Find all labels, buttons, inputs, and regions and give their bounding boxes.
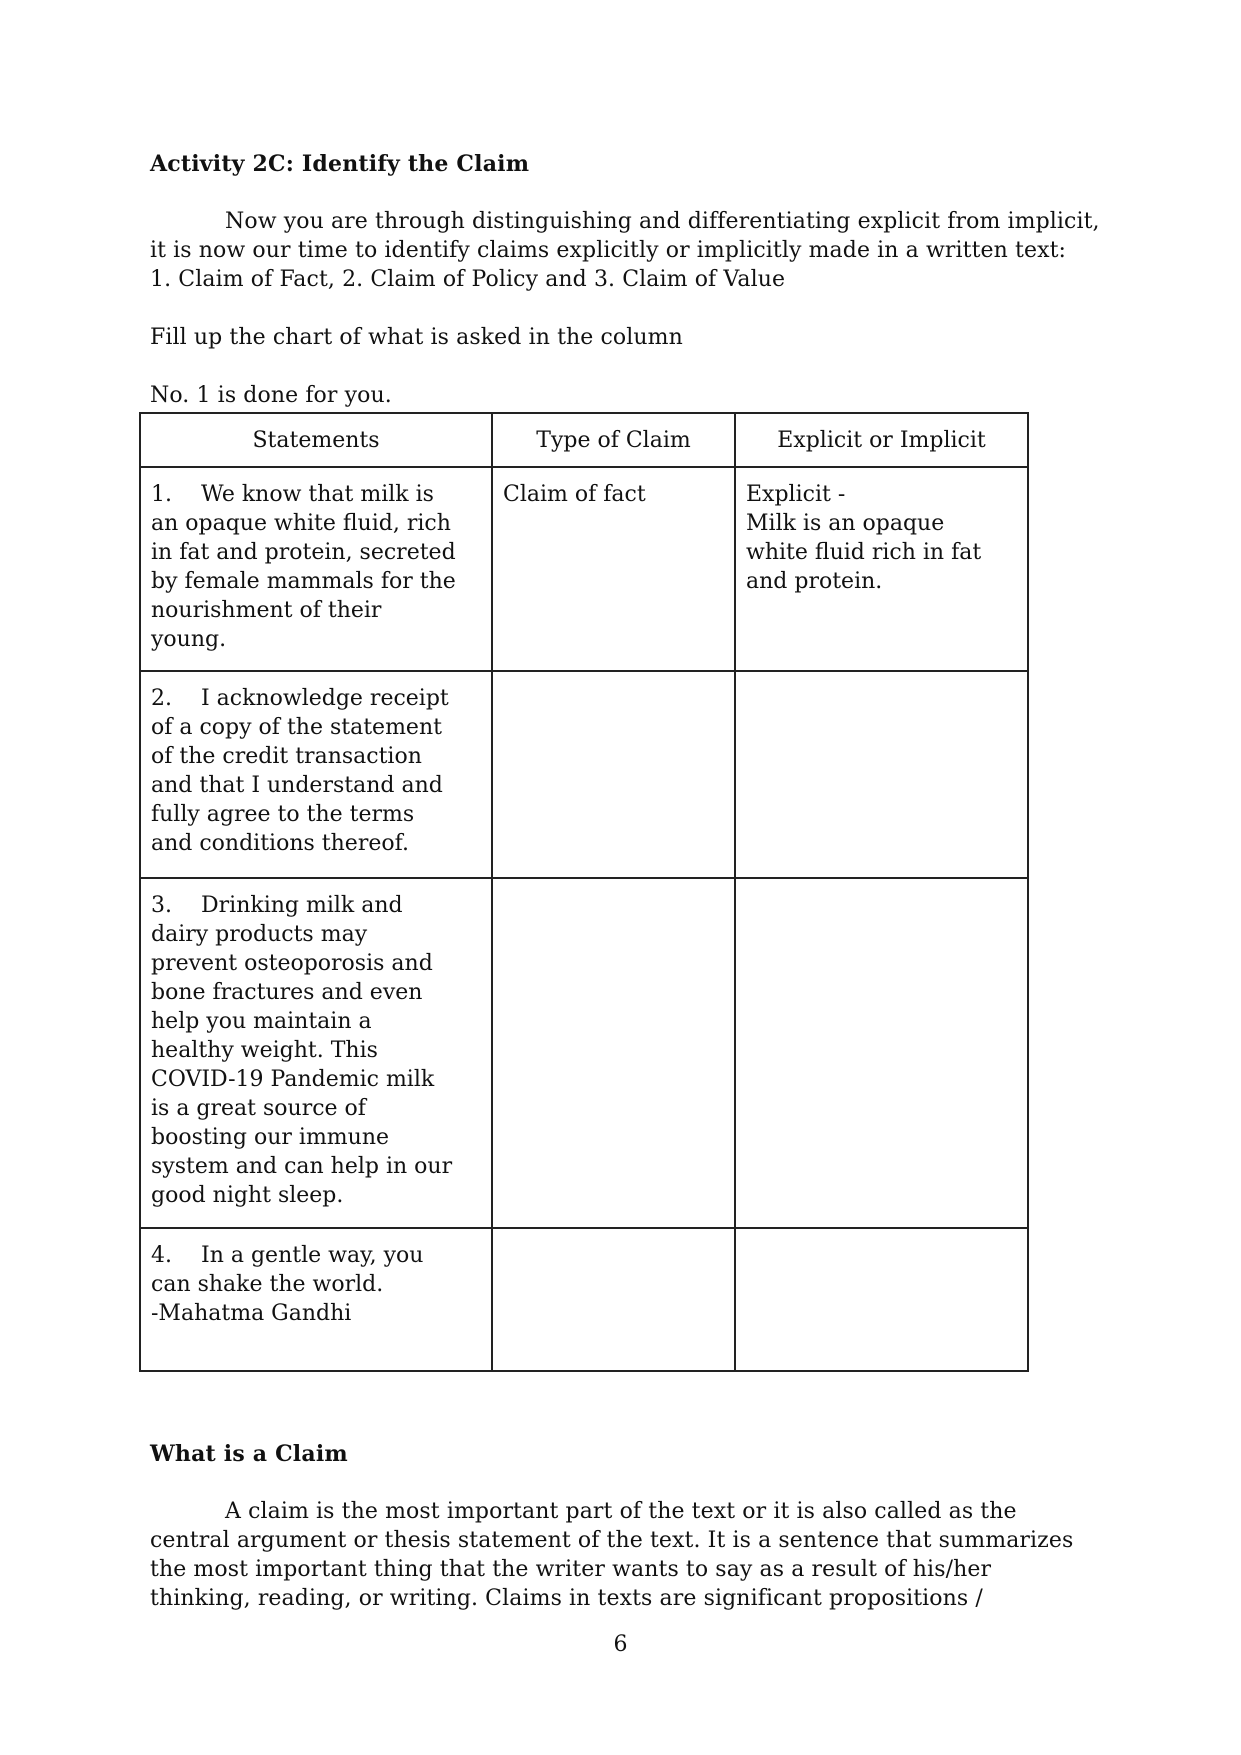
claim-section-body bbox=[150, 1497, 1110, 1613]
explicit-line: white fluid rich in fat bbox=[746, 540, 982, 565]
statement-line: and that I understand and bbox=[151, 773, 443, 798]
statement-line: is a great source of bbox=[151, 1096, 366, 1121]
header-type-of-claim: Type of Claim bbox=[492, 413, 735, 467]
claim-line: thinking, reading, or writing. Claims in texts are significant propositions / bbox=[150, 1586, 983, 1611]
activity-note: No. 1 is done for you. bbox=[150, 383, 392, 408]
type-of-claim-cell[interactable] bbox=[492, 671, 735, 878]
activity-title: Activity 2C: Identify the Claim bbox=[150, 151, 530, 177]
statement-line: of the credit transaction bbox=[151, 744, 422, 769]
statement-number: 4. bbox=[151, 1243, 172, 1268]
activity-intro bbox=[150, 207, 1110, 294]
statement-cell bbox=[140, 878, 492, 1228]
table-header-row bbox=[140, 413, 1028, 467]
statement-number: 2. bbox=[151, 686, 172, 711]
claims-table bbox=[139, 412, 1029, 1372]
statement-line: can shake the world. bbox=[151, 1272, 384, 1297]
table-row bbox=[140, 878, 1028, 1228]
statement-cell bbox=[140, 671, 492, 878]
explicit-implicit-cell[interactable] bbox=[735, 467, 1028, 671]
statement-number: 3. bbox=[151, 893, 172, 918]
statement-line: COVID-19 Pandemic milk bbox=[151, 1067, 435, 1092]
intro-line: Now you are through distinguishing and differentiating explicit from implicit, bbox=[225, 209, 1100, 234]
statement-line: We know that milk is bbox=[201, 482, 434, 507]
explicit-implicit-cell[interactable] bbox=[735, 878, 1028, 1228]
statement-cell bbox=[140, 467, 492, 671]
claim-line: the most important thing that the writer wants to say as a result of his/her bbox=[150, 1557, 992, 1582]
statement-line: fully agree to the terms bbox=[151, 802, 415, 827]
activity-instruction: Fill up the chart of what is asked in the column bbox=[150, 325, 683, 350]
explicit-line: Milk is an opaque bbox=[746, 511, 945, 536]
claim-line: central argument or thesis statement of the text. It is a sentence that summarizes bbox=[150, 1528, 1074, 1553]
statement-line: by female mammals for the bbox=[151, 569, 456, 594]
statement-line: Drinking milk and bbox=[201, 893, 403, 918]
intro-line: it is now our time to identify claims explicitly or implicitly made in a written text: bbox=[150, 238, 1067, 263]
statement-line: boosting our immune bbox=[151, 1125, 390, 1150]
statement-line: bone fractures and even bbox=[151, 980, 423, 1005]
type-of-claim-cell[interactable] bbox=[492, 467, 735, 671]
statement-line: of a copy of the statement bbox=[151, 715, 442, 740]
statement-line: help you maintain a bbox=[151, 1009, 372, 1034]
intro-line: 1. Claim of Fact, 2. Claim of Policy and 3. Claim of Value bbox=[150, 267, 786, 292]
explicit-implicit-cell[interactable] bbox=[735, 671, 1028, 878]
statement-line: good night sleep. bbox=[151, 1183, 344, 1208]
page-number: 6 bbox=[613, 1632, 628, 1657]
header-statements: Statements bbox=[140, 413, 492, 467]
statement-line: I acknowledge receipt bbox=[201, 686, 449, 711]
statement-line: and conditions thereof. bbox=[151, 831, 409, 856]
statement-cell bbox=[140, 1228, 492, 1371]
explicit-line: and protein. bbox=[746, 569, 883, 594]
statement-line: system and can help in our bbox=[151, 1154, 453, 1179]
claim-line: A claim is the most important part of the text or it is also called as the bbox=[225, 1499, 1017, 1524]
statement-line: in fat and protein, secreted bbox=[151, 540, 456, 565]
explicit-implicit-cell[interactable] bbox=[735, 1228, 1028, 1371]
statement-line: healthy weight. This bbox=[151, 1038, 378, 1063]
table-row bbox=[140, 1228, 1028, 1371]
type-of-claim-cell[interactable] bbox=[492, 878, 735, 1228]
statement-line: -Mahatma Gandhi bbox=[151, 1301, 352, 1326]
table-row bbox=[140, 671, 1028, 878]
type-of-claim-cell[interactable] bbox=[492, 1228, 735, 1371]
statement-line: young. bbox=[151, 627, 227, 652]
statement-line: In a gentle way, you bbox=[201, 1243, 424, 1268]
statement-line: prevent osteoporosis and bbox=[151, 951, 433, 976]
statement-line: an opaque white fluid, rich bbox=[151, 511, 451, 536]
header-explicit-or-implicit: Explicit or Implicit bbox=[735, 413, 1028, 467]
table-row bbox=[140, 467, 1028, 671]
statement-line: dairy products may bbox=[151, 922, 368, 947]
claim-section-title: What is a Claim bbox=[150, 1441, 348, 1467]
statement-number: 1. bbox=[151, 482, 172, 507]
type-of-claim-value: Claim of fact bbox=[503, 482, 646, 507]
statement-line: nourishment of their bbox=[151, 598, 382, 623]
explicit-line: Explicit - bbox=[746, 482, 846, 507]
